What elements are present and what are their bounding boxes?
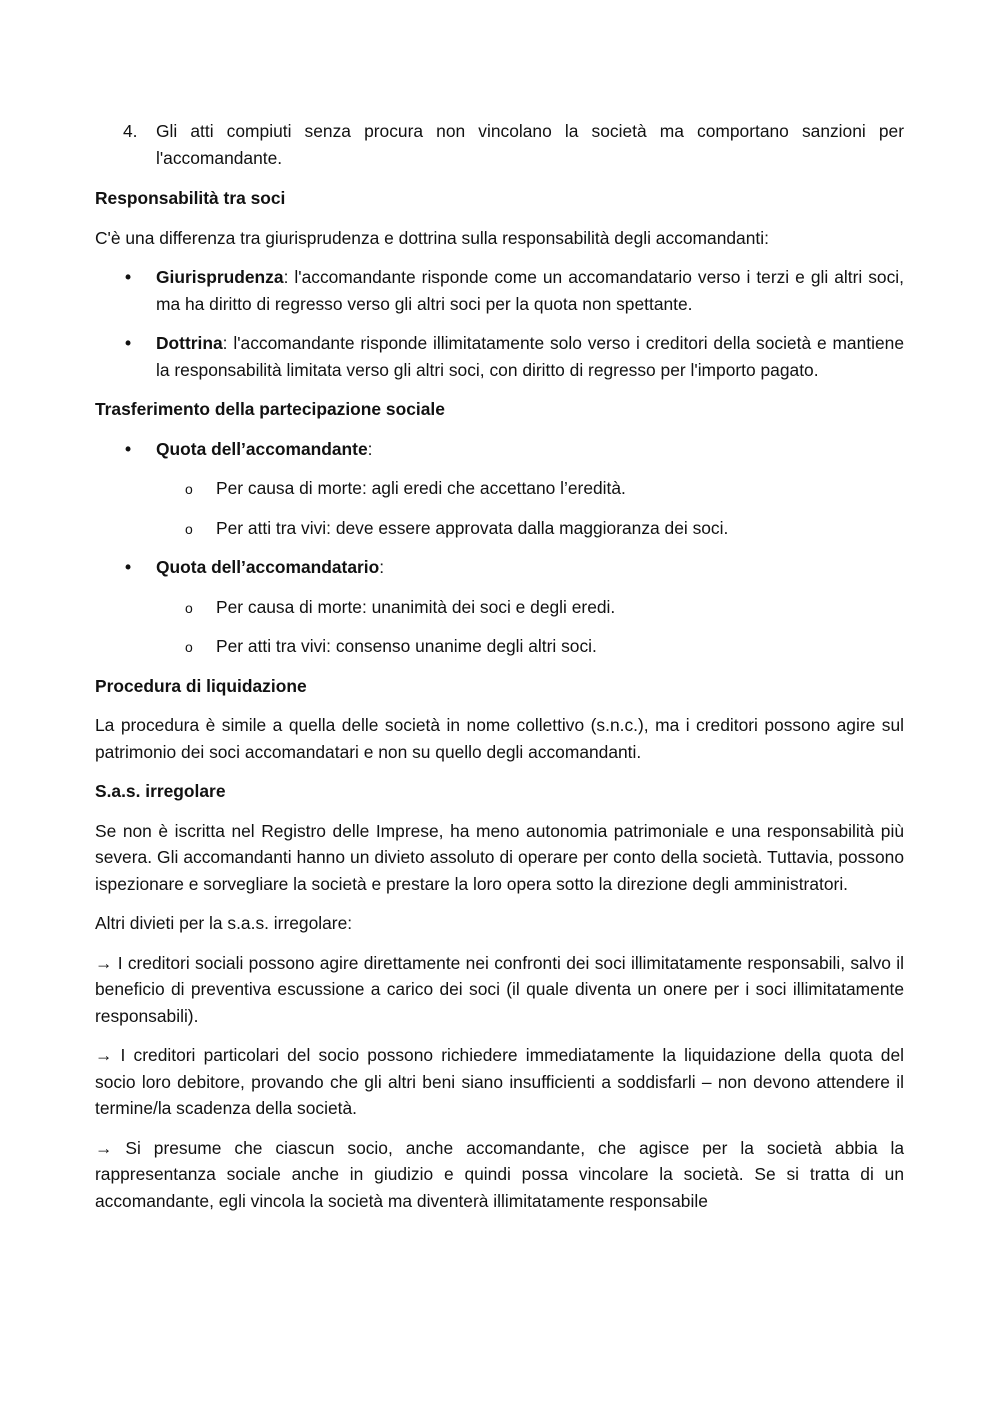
paragraph-liquidazione: La procedura è simile a quella delle società in nome collettivo (s.n.c.), ma i creditori possono agire sul patrimonio dei soci accomandatari e non su quello degli accomandanti. <box>95 715 904 762</box>
bullet-item-dottrina <box>95 330 904 383</box>
bullet-icon: • <box>125 557 132 577</box>
section-heading-sas-irregolare: S.a.s. irregolare <box>95 781 226 801</box>
sub-item-text: Per atti tra vivi: deve essere approvata dalla maggioranza dei soci. <box>216 517 729 538</box>
paragraph-sas-5: → Si presume che ciascun socio, anche accomandante, che agisce per la società abbia la rappresentanza sociale anche in giudizio e quindi possa vincolare la società. Se si tratta di un accomandante, egli vincola la società ma diventerà illimitatamente responsabile <box>95 1137 904 1211</box>
section-heading-trasferimento: Trasferimento della partecipazione sociale <box>95 399 445 419</box>
sub-item-text: Per causa di morte: agli eredi che accettano l’eredità. <box>216 478 626 498</box>
paragraph-sas-4: → I creditori particolari del socio possono richiedere immediatamente la liquidazione della quota del socio loro debitore, provando che gli altri beni siano insufficienti a soddisfarli – non devono attendere il termine/la scadenza della società. <box>95 1045 904 1118</box>
paragraph-sas-1: Se non è iscritta nel Registro delle Imprese, ha meno autonomia patrimoniale e una responsabilità più severa. Gli accomandanti hanno un divieto assoluto di operare per conto della società. Tuttavia, possono ispezionare e sorvegliare la società e prestare la loro opera sotto la direzione degli amministratori. <box>95 820 904 894</box>
circle-bullet-icon: o <box>185 639 193 655</box>
bullet-item-quota-accomandante <box>95 436 904 463</box>
sub-list-item <box>95 475 904 502</box>
bullet-item-giurisprudenza <box>95 264 904 317</box>
bullet-term: Dottrina <box>156 333 223 353</box>
sub-list-item <box>95 633 904 660</box>
sub-list-item <box>95 594 904 621</box>
sub-item-text: Per causa di morte: unanimità dei soci e degli eredi. <box>216 596 616 617</box>
bullet-text: : <box>379 557 385 577</box>
bullet-text: : l'accomandante risponde come un accomandatario verso i terzi e gli altri soci, ma ha diritto di regresso verso gli altri soci per la quota non spettante. <box>156 267 904 314</box>
circle-bullet-icon: o <box>185 520 193 537</box>
section-heading-responsabilita: Responsabilità tra soci <box>95 188 286 208</box>
numbered-list-item <box>95 118 904 171</box>
circle-bullet-icon: o <box>185 599 193 616</box>
section-heading-liquidazione: Procedura di liquidazione <box>95 675 307 696</box>
bullet-term: Quota dell’accomandatario <box>156 557 380 577</box>
document-page <box>95 118 904 1227</box>
bullet-icon: • <box>125 267 132 287</box>
list-number: 4. <box>123 121 138 141</box>
circle-bullet-icon: o <box>185 481 193 497</box>
sub-item-text: Per atti tra vivi: consenso unanime degli altri soci. <box>216 636 597 656</box>
bullet-icon: • <box>125 333 132 353</box>
bullet-text: : <box>367 438 373 459</box>
bullet-item-quota-accomandatario <box>95 554 904 581</box>
bullet-term: Quota dell’accomandante <box>156 438 368 459</box>
paragraph-intro: C'è una differenza tra giurisprudenza e dottrina sulla responsabilità degli accomandanti: <box>95 227 769 248</box>
sub-list-item <box>95 515 904 542</box>
bullet-icon: • <box>125 438 132 459</box>
bullet-term: Giurisprudenza <box>156 267 284 287</box>
paragraph-sas-3: → I creditori sociali possono agire direttamente nei confronti dei soci illimitatamente responsabili, salvo il beneficio di preventiva escussione a carico dei soci (il quale diventa un onere per i soci illimitatamente responsabili). <box>95 952 904 1026</box>
list-item-text: Gli atti compiuti senza procura non vincolano la società ma comportano sanzioni per l'accomandante. <box>156 121 904 168</box>
bullet-text: : l'accomandante risponde illimitatamente solo verso i creditori della società e mantiene la responsabilità limitata verso gli altri soci, con diritto di regresso per l'importo pagato. <box>156 333 904 380</box>
paragraph-sas-2: Altri divieti per la s.a.s. irregolare: <box>95 913 353 933</box>
